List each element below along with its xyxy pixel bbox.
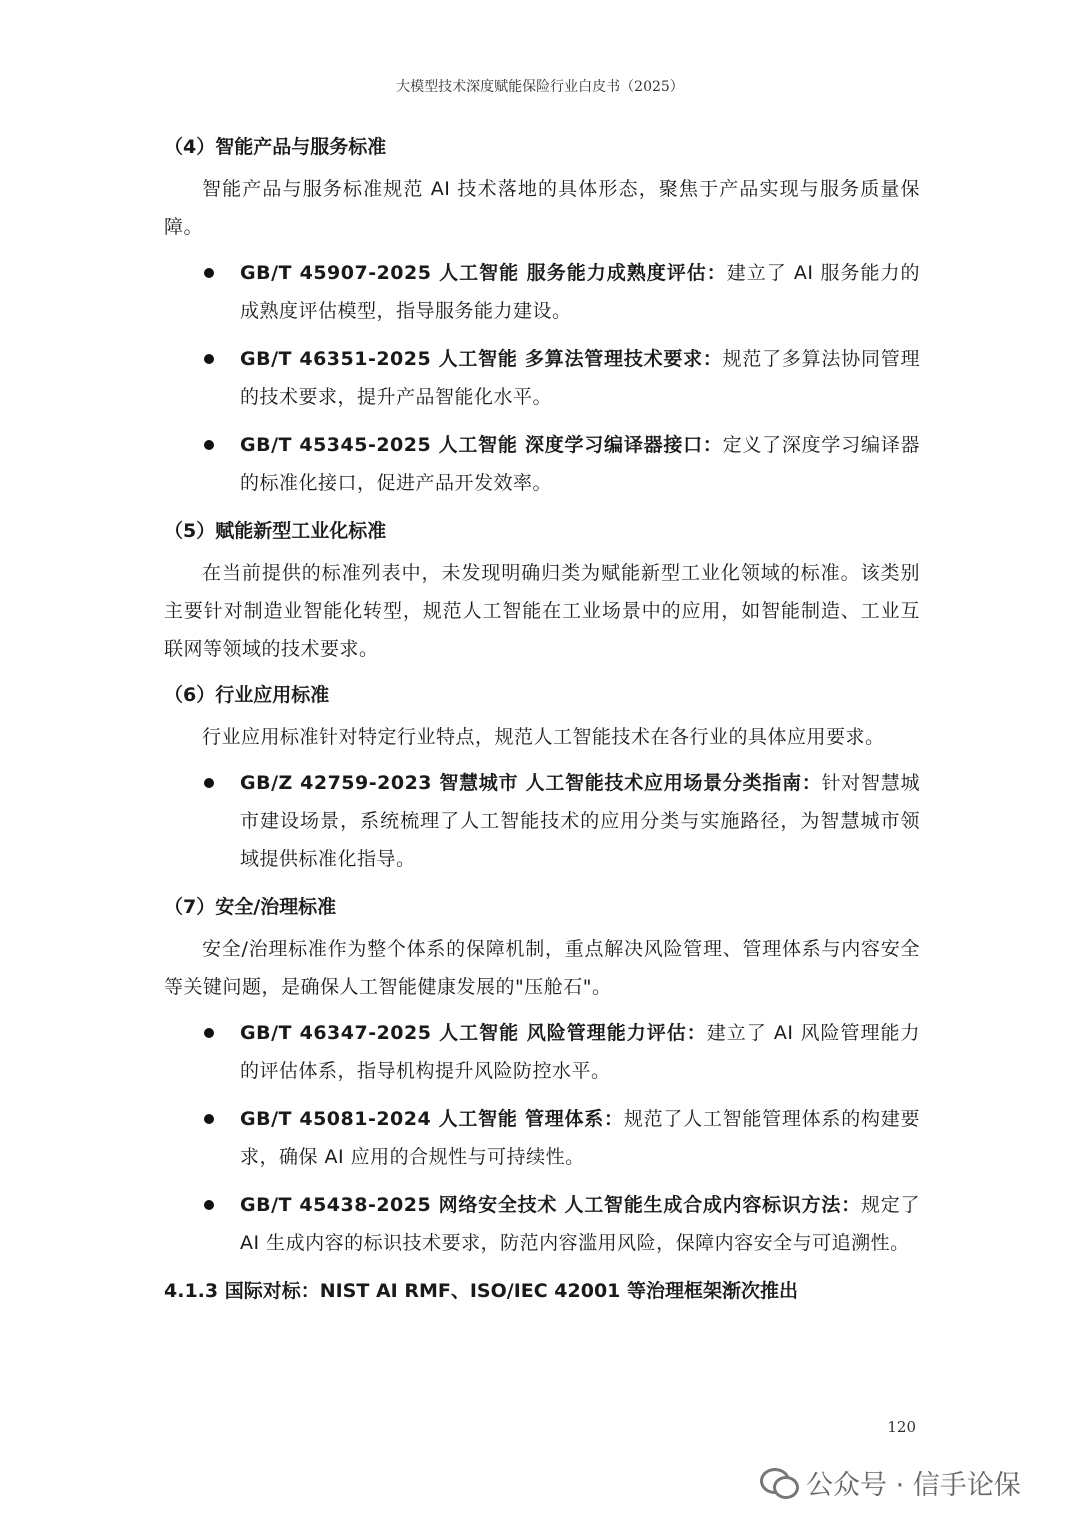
standard-title: GB/T 45081-2024 人工智能 管理体系： xyxy=(240,1108,624,1130)
standards-list xyxy=(164,1014,920,1262)
section-heading: （7）安全/治理标准 xyxy=(164,896,337,918)
list-item xyxy=(164,254,920,330)
page-header: 大模型技术深度赋能保险行业白皮书（2025） xyxy=(396,79,684,95)
wechat-icon xyxy=(760,1466,798,1498)
list-item xyxy=(164,1014,920,1090)
list-item xyxy=(164,340,920,416)
standard-title: GB/T 46347-2025 人工智能 风险管理能力评估： xyxy=(240,1022,707,1044)
page-number: 120 xyxy=(887,1418,916,1436)
standard-title: GB/T 46351-2025 人工智能 多算法管理技术要求： xyxy=(240,348,723,370)
list-item xyxy=(164,1186,920,1262)
section-heading: （6）行业应用标准 xyxy=(164,684,330,706)
watermark-text: 公众号 · 信手论保 xyxy=(806,1469,1021,1501)
list-item xyxy=(164,1100,920,1176)
standard-title: GB/T 45907-2025 人工智能 服务能力成熟度评估： xyxy=(240,262,727,284)
section-heading: （4）智能产品与服务标准 xyxy=(164,136,387,158)
standard-desc: 建立了 AI 服务能力的成熟度评估模型，指导服务能力建设。 xyxy=(240,262,920,322)
standard-desc: 定义了深度学习编译器的标准化接口，促进产品开发效率。 xyxy=(240,434,920,494)
standards-list xyxy=(164,254,920,502)
list-item xyxy=(164,764,920,878)
list-item xyxy=(164,426,920,502)
section-intro: 智能产品与服务标准规范 AI 技术落地的具体形态，聚焦于产品实现与服务质量保障。 xyxy=(164,178,920,238)
section-heading: （5）赋能新型工业化标准 xyxy=(164,520,387,542)
standard-desc: 针对智慧城市建设场景，系统梳理了人工智能技术的应用分类与实施路径，为智慧城市领域提供标准化指导。 xyxy=(240,772,920,870)
bullet-icon xyxy=(204,1028,214,1038)
section-intro: 在当前提供的标准列表中，未发现明确归类为赋能新型工业化领域的标准。该类别主要针对制造业智能化转型，规范人工智能在工业场景中的应用，如智能制造、工业互联网等领域的技术要求。 xyxy=(164,562,920,660)
standard-title: GB/Z 42759-2023 智慧城市 人工智能技术应用场景分类指南： xyxy=(240,772,822,794)
standard-desc: 规定了 AI 生成内容的标识技术要求，防范内容滥用风险，保障内容安全与可追溯性。 xyxy=(240,1194,920,1254)
standard-desc: 规范了多算法协同管理的技术要求，提升产品智能化水平。 xyxy=(240,348,920,408)
subsection-heading: 4.1.3 国际对标：NIST AI RMF、ISO/IEC 42001 等治理框架渐次推出 xyxy=(164,1280,799,1302)
bullet-icon xyxy=(204,1200,214,1210)
standard-title: GB/T 45438-2025 网络安全技术 人工智能生成合成内容标识方法： xyxy=(240,1194,861,1216)
bullet-icon xyxy=(204,1114,214,1124)
section-intro: 安全/治理标准作为整个体系的保障机制，重点解决风险管理、管理体系与内容安全等关键问题，是确保人工智能健康发展的"压舱石"。 xyxy=(164,938,920,998)
standard-title: GB/T 45345-2025 人工智能 深度学习编译器接口： xyxy=(240,434,723,456)
standard-desc: 规范了人工智能管理体系的构建要求，确保 AI 应用的合规性与可持续性。 xyxy=(240,1108,920,1168)
bullet-icon xyxy=(204,778,214,788)
bullet-icon xyxy=(204,268,214,278)
bullet-icon xyxy=(204,354,214,364)
watermark xyxy=(760,1462,1021,1502)
standard-desc: 建立了 AI 风险管理能力的评估体系，指导机构提升风险防控水平。 xyxy=(240,1022,920,1082)
bullet-icon xyxy=(204,440,214,450)
document-body xyxy=(164,128,920,1310)
standards-list xyxy=(164,764,920,878)
section-intro: 行业应用标准针对特定行业特点，规范人工智能技术在各行业的具体应用要求。 xyxy=(202,726,885,748)
